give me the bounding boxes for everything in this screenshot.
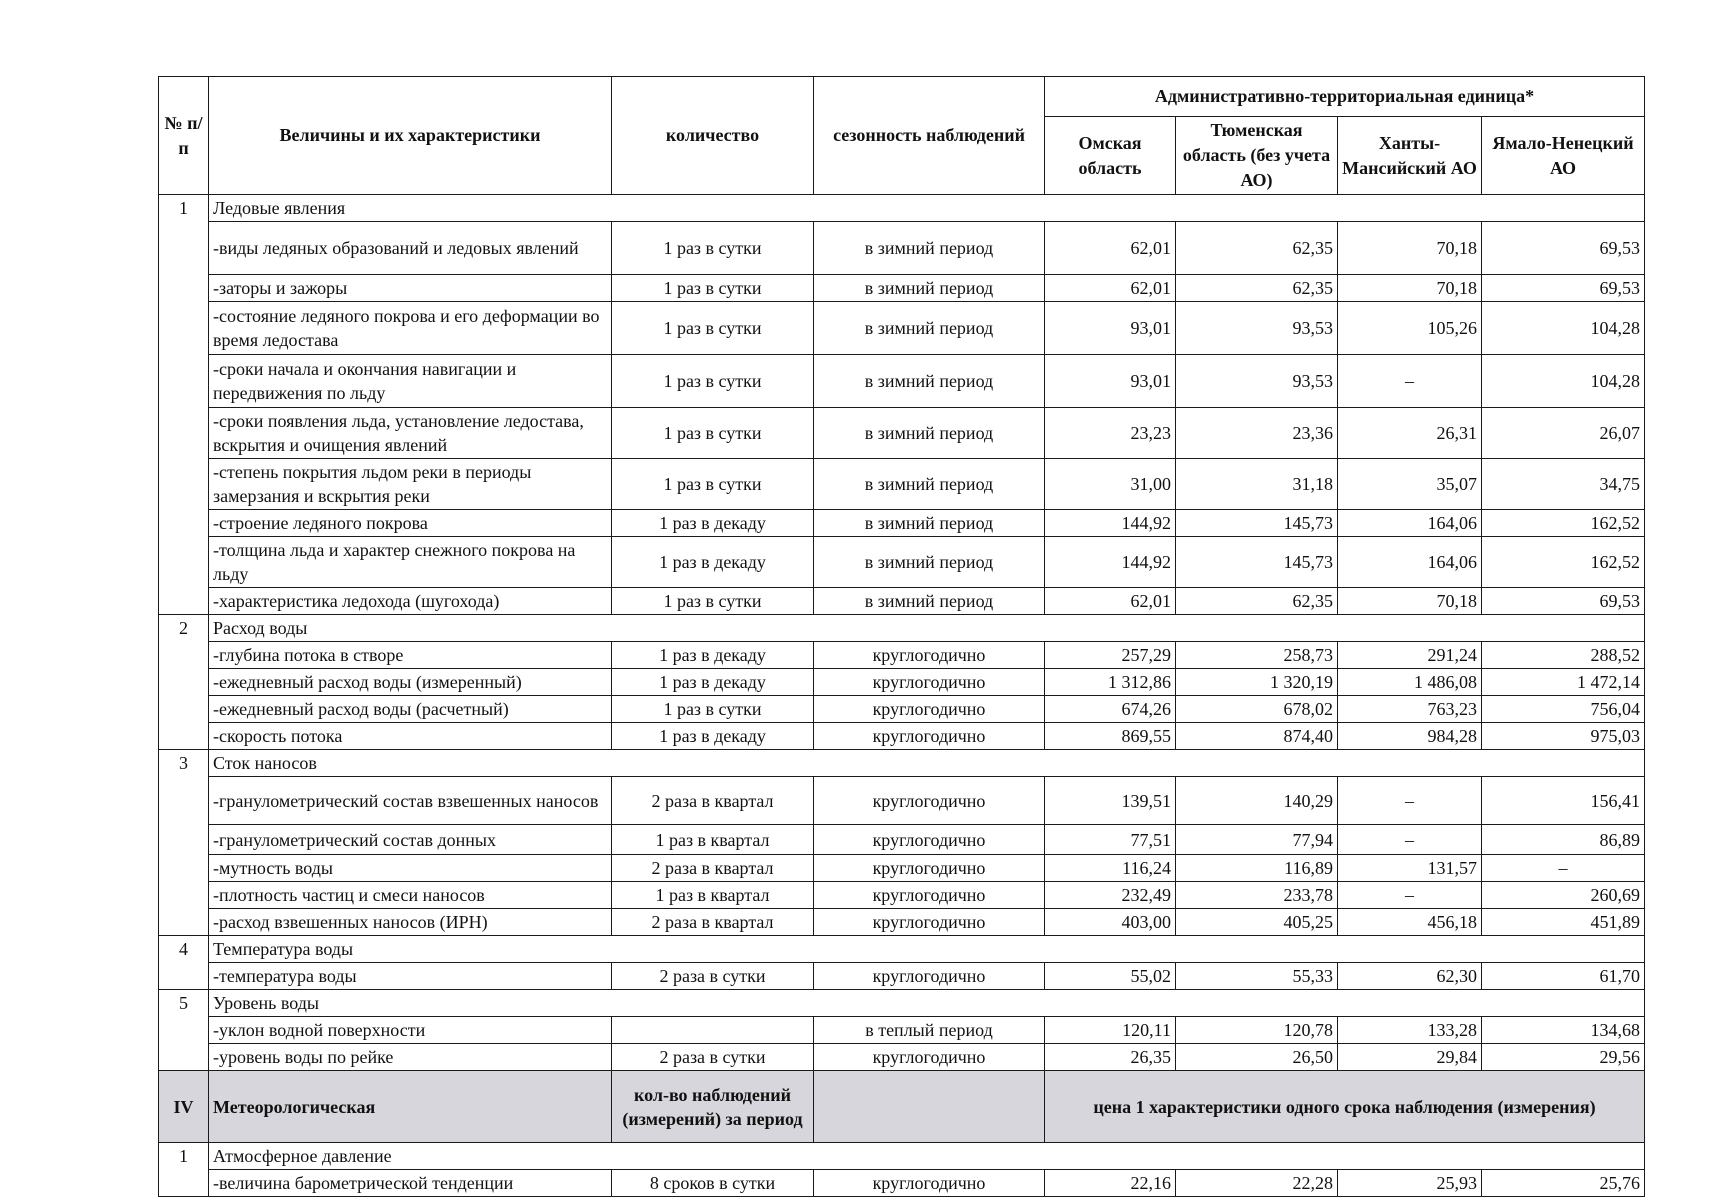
row-name: -строение ледяного покрова (209, 510, 612, 537)
value-yanao: 69,53 (1482, 222, 1645, 275)
table-row (159, 222, 1645, 275)
row-name: -расход взвешенных наносов (ИРН) (209, 909, 612, 936)
row-season: круглогодично (814, 777, 1045, 825)
value-khmao: 164,06 (1338, 510, 1482, 537)
value-tyumen: 62,35 (1176, 588, 1338, 615)
table-row (159, 510, 1645, 537)
value-tyumen: 93,53 (1176, 302, 1338, 355)
table-row (159, 825, 1645, 855)
value-khmao: 291,24 (1338, 642, 1482, 669)
table-row (159, 963, 1645, 990)
row-season: круглогодично (814, 909, 1045, 936)
section-number: 4 (159, 936, 209, 990)
value-tyumen: 26,50 (1176, 1044, 1338, 1071)
value-yanao: 1 472,14 (1482, 669, 1645, 696)
value-yanao: 26,07 (1482, 408, 1645, 459)
value-omsk: 26,35 (1045, 1044, 1176, 1071)
row-name: -мутность воды (209, 855, 612, 882)
value-omsk: 403,00 (1045, 909, 1176, 936)
value-tyumen: 77,94 (1176, 825, 1338, 855)
header-num: № п/п (159, 77, 209, 195)
value-khmao: 763,23 (1338, 696, 1482, 723)
value-yanao: 86,89 (1482, 825, 1645, 855)
table-row (159, 355, 1645, 408)
row-name: -сроки появления льда, установление ледостава, вскрытия и очищения явлений (209, 408, 612, 459)
row-qty: 2 раза в квартал (612, 909, 814, 936)
row-name: -уклон водной поверхности (209, 1017, 612, 1044)
value-tyumen: 405,25 (1176, 909, 1338, 936)
table-row (159, 459, 1645, 510)
meteo-season-header (814, 1071, 1045, 1143)
row-qty: 1 раз в декаду (612, 537, 814, 588)
value-tyumen: 62,35 (1176, 222, 1338, 275)
row-qty (612, 1017, 814, 1044)
meteo-header-row (159, 1071, 1645, 1143)
value-khmao: 984,28 (1338, 723, 1482, 750)
row-name: -скорость потока (209, 723, 612, 750)
value-tyumen: 31,18 (1176, 459, 1338, 510)
row-name: -толщина льда и характер снежного покрова на льду (209, 537, 612, 588)
row-season: в зимний период (814, 537, 1045, 588)
value-khmao: 133,28 (1338, 1017, 1482, 1044)
row-qty: 1 раз в сутки (612, 408, 814, 459)
value-omsk: 23,23 (1045, 408, 1176, 459)
value-tyumen: 678,02 (1176, 696, 1338, 723)
value-omsk: 139,51 (1045, 777, 1176, 825)
value-omsk: 62,01 (1045, 222, 1176, 275)
value-yanao: 34,75 (1482, 459, 1645, 510)
value-omsk: 22,16 (1045, 1170, 1176, 1197)
row-name: -степень покрытия льдом реки в периоды замерзания и вскрытия реки (209, 459, 612, 510)
row-name: -гранулометрический состав донных (209, 825, 612, 855)
row-qty: 1 раз в сутки (612, 275, 814, 302)
section-number: 1 (159, 1143, 209, 1197)
header-row-1 (159, 77, 1645, 117)
table-row (159, 642, 1645, 669)
row-season: в зимний период (814, 355, 1045, 408)
row-name: -состояние ледяного покрова и его деформации во время ледостава (209, 302, 612, 355)
header-region-khmao: Ханты-Мансийский АО (1338, 117, 1482, 195)
tariff-table (158, 76, 1645, 1197)
row-qty: 2 раза в сутки (612, 963, 814, 990)
table-row (159, 588, 1645, 615)
value-yanao: – (1482, 855, 1645, 882)
section-number: 3 (159, 750, 209, 936)
value-tyumen: 145,73 (1176, 510, 1338, 537)
value-omsk: 77,51 (1045, 825, 1176, 855)
value-yanao: 61,70 (1482, 963, 1645, 990)
row-qty: 1 раз в декаду (612, 669, 814, 696)
row-name: -характеристика ледохода (шугохода) (209, 588, 612, 615)
value-omsk: 674,26 (1045, 696, 1176, 723)
row-qty: 1 раз в сутки (612, 696, 814, 723)
section-title: Температура воды (209, 936, 1645, 963)
row-season: круглогодично (814, 1044, 1045, 1071)
value-omsk: 55,02 (1045, 963, 1176, 990)
row-season: в зимний период (814, 275, 1045, 302)
section-row (159, 195, 1645, 222)
row-name: -плотность частиц и смеси наносов (209, 882, 612, 909)
header-name: Величины и их характеристики (209, 77, 612, 195)
value-yanao: 756,04 (1482, 696, 1645, 723)
value-omsk: 1 312,86 (1045, 669, 1176, 696)
table-row (159, 696, 1645, 723)
row-name: -температура воды (209, 963, 612, 990)
value-khmao: 25,93 (1338, 1170, 1482, 1197)
row-qty: 1 раз в декаду (612, 642, 814, 669)
table-row (159, 408, 1645, 459)
row-name: -величина барометрической тенденции (209, 1170, 612, 1197)
row-season: в зимний период (814, 588, 1045, 615)
value-yanao: 975,03 (1482, 723, 1645, 750)
table-row (159, 275, 1645, 302)
table-row (159, 1017, 1645, 1044)
meteo-price-header: цена 1 характеристики одного срока наблюдения (измерения) (1045, 1071, 1645, 1143)
section-title: Сток наносов (209, 750, 1645, 777)
value-khmao: 164,06 (1338, 537, 1482, 588)
value-tyumen: 258,73 (1176, 642, 1338, 669)
value-tyumen: 55,33 (1176, 963, 1338, 990)
value-tyumen: 93,53 (1176, 355, 1338, 408)
value-yanao: 134,68 (1482, 1017, 1645, 1044)
table-row (159, 855, 1645, 882)
row-season: круглогодично (814, 669, 1045, 696)
row-season: круглогодично (814, 855, 1045, 882)
value-tyumen: 140,29 (1176, 777, 1338, 825)
section-row (159, 750, 1645, 777)
meteo-number: IV (159, 1071, 209, 1143)
section-number: 1 (159, 195, 209, 615)
row-season: в теплый период (814, 1017, 1045, 1044)
row-season: круглогодично (814, 825, 1045, 855)
value-khmao: – (1338, 777, 1482, 825)
section-number: 5 (159, 990, 209, 1071)
value-omsk: 232,49 (1045, 882, 1176, 909)
value-tyumen: 23,36 (1176, 408, 1338, 459)
section-title: Расход воды (209, 615, 1645, 642)
value-yanao: 162,52 (1482, 510, 1645, 537)
row-season: в зимний период (814, 222, 1045, 275)
row-season: круглогодично (814, 696, 1045, 723)
row-qty: 1 раз в квартал (612, 882, 814, 909)
row-season: круглогодично (814, 963, 1045, 990)
row-qty: 8 сроков в сутки (612, 1170, 814, 1197)
value-yanao: 69,53 (1482, 588, 1645, 615)
row-name: -ежедневный расход воды (измеренный) (209, 669, 612, 696)
value-khmao: 35,07 (1338, 459, 1482, 510)
row-season: в зимний период (814, 510, 1045, 537)
value-yanao: 29,56 (1482, 1044, 1645, 1071)
row-qty: 1 раз в квартал (612, 825, 814, 855)
value-omsk: 31,00 (1045, 459, 1176, 510)
row-qty: 1 раз в сутки (612, 302, 814, 355)
value-tyumen: 874,40 (1176, 723, 1338, 750)
row-name: -глубина потока в створе (209, 642, 612, 669)
table-row (159, 537, 1645, 588)
row-qty: 1 раз в декаду (612, 723, 814, 750)
value-khmao: 70,18 (1338, 222, 1482, 275)
row-name: -гранулометрический состав взвешенных наносов (209, 777, 612, 825)
section-title: Уровень воды (209, 990, 1645, 1017)
value-omsk: 116,24 (1045, 855, 1176, 882)
section-row (159, 936, 1645, 963)
value-yanao: 25,76 (1482, 1170, 1645, 1197)
value-yanao: 156,41 (1482, 777, 1645, 825)
meteo-title: Метеорологическая (209, 1071, 612, 1143)
value-omsk: 144,92 (1045, 537, 1176, 588)
value-khmao: 62,30 (1338, 963, 1482, 990)
row-qty: 1 раз в сутки (612, 588, 814, 615)
section-row (159, 615, 1645, 642)
value-omsk: 62,01 (1045, 588, 1176, 615)
row-name: -виды ледяных образований и ледовых явлений (209, 222, 612, 275)
value-tyumen: 233,78 (1176, 882, 1338, 909)
header-qty: количество (612, 77, 814, 195)
row-season: круглогодично (814, 882, 1045, 909)
row-season: круглогодично (814, 723, 1045, 750)
header-region-omsk: Омская область (1045, 117, 1176, 195)
row-name: -ежедневный расход воды (расчетный) (209, 696, 612, 723)
table-row (159, 669, 1645, 696)
value-tyumen: 120,78 (1176, 1017, 1338, 1044)
value-omsk: 144,92 (1045, 510, 1176, 537)
section-title: Ледовые явления (209, 195, 1645, 222)
header-region-tyumen: Тюменская область (без учета АО) (1176, 117, 1338, 195)
header-admin: Административно-территориальная единица* (1045, 77, 1645, 117)
section-title: Атмосферное давление (209, 1143, 1645, 1170)
row-qty: 1 раз в сутки (612, 222, 814, 275)
section-row (159, 990, 1645, 1017)
value-khmao: 29,84 (1338, 1044, 1482, 1071)
section-number: 2 (159, 615, 209, 750)
value-khmao: 131,57 (1338, 855, 1482, 882)
row-season: круглогодично (814, 642, 1045, 669)
row-qty: 2 раза в квартал (612, 777, 814, 825)
value-tyumen: 62,35 (1176, 275, 1338, 302)
value-omsk: 93,01 (1045, 355, 1176, 408)
value-yanao: 104,28 (1482, 355, 1645, 408)
row-qty: 1 раз в декаду (612, 510, 814, 537)
section-row (159, 1143, 1645, 1170)
row-name: -сроки начала и окончания навигации и передвижения по льду (209, 355, 612, 408)
value-khmao: 105,26 (1338, 302, 1482, 355)
value-omsk: 257,29 (1045, 642, 1176, 669)
value-khmao: 26,31 (1338, 408, 1482, 459)
row-season: в зимний период (814, 408, 1045, 459)
row-name: -заторы и зажоры (209, 275, 612, 302)
value-khmao: – (1338, 825, 1482, 855)
value-khmao: – (1338, 355, 1482, 408)
value-khmao: 70,18 (1338, 275, 1482, 302)
row-qty: 1 раз в сутки (612, 459, 814, 510)
value-yanao: 69,53 (1482, 275, 1645, 302)
header-season: сезонность наблюдений (814, 77, 1045, 195)
value-yanao: 288,52 (1482, 642, 1645, 669)
value-omsk: 869,55 (1045, 723, 1176, 750)
row-season: в зимний период (814, 302, 1045, 355)
value-omsk: 62,01 (1045, 275, 1176, 302)
table-row (159, 882, 1645, 909)
value-khmao: 456,18 (1338, 909, 1482, 936)
value-tyumen: 22,28 (1176, 1170, 1338, 1197)
row-qty: 1 раз в сутки (612, 355, 814, 408)
value-tyumen: 1 320,19 (1176, 669, 1338, 696)
row-name: -уровень воды по рейке (209, 1044, 612, 1071)
header-region-yanao: Ямало-Ненецкий АО (1482, 117, 1645, 195)
value-yanao: 162,52 (1482, 537, 1645, 588)
value-khmao: 70,18 (1338, 588, 1482, 615)
value-tyumen: 116,89 (1176, 855, 1338, 882)
table-row (159, 302, 1645, 355)
row-qty: 2 раза в сутки (612, 1044, 814, 1071)
row-season: в зимний период (814, 459, 1045, 510)
meteo-qty-header: кол-во наблюдений (измерений) за период (612, 1071, 814, 1143)
value-tyumen: 145,73 (1176, 537, 1338, 588)
value-yanao: 104,28 (1482, 302, 1645, 355)
value-khmao: – (1338, 882, 1482, 909)
value-omsk: 93,01 (1045, 302, 1176, 355)
table-row (159, 723, 1645, 750)
value-yanao: 451,89 (1482, 909, 1645, 936)
value-khmao: 1 486,08 (1338, 669, 1482, 696)
table-row (159, 1044, 1645, 1071)
row-season: круглогодично (814, 1170, 1045, 1197)
table-row (159, 777, 1645, 825)
row-qty: 2 раза в квартал (612, 855, 814, 882)
value-yanao: 260,69 (1482, 882, 1645, 909)
table-row (159, 909, 1645, 936)
table-row (159, 1170, 1645, 1197)
value-omsk: 120,11 (1045, 1017, 1176, 1044)
